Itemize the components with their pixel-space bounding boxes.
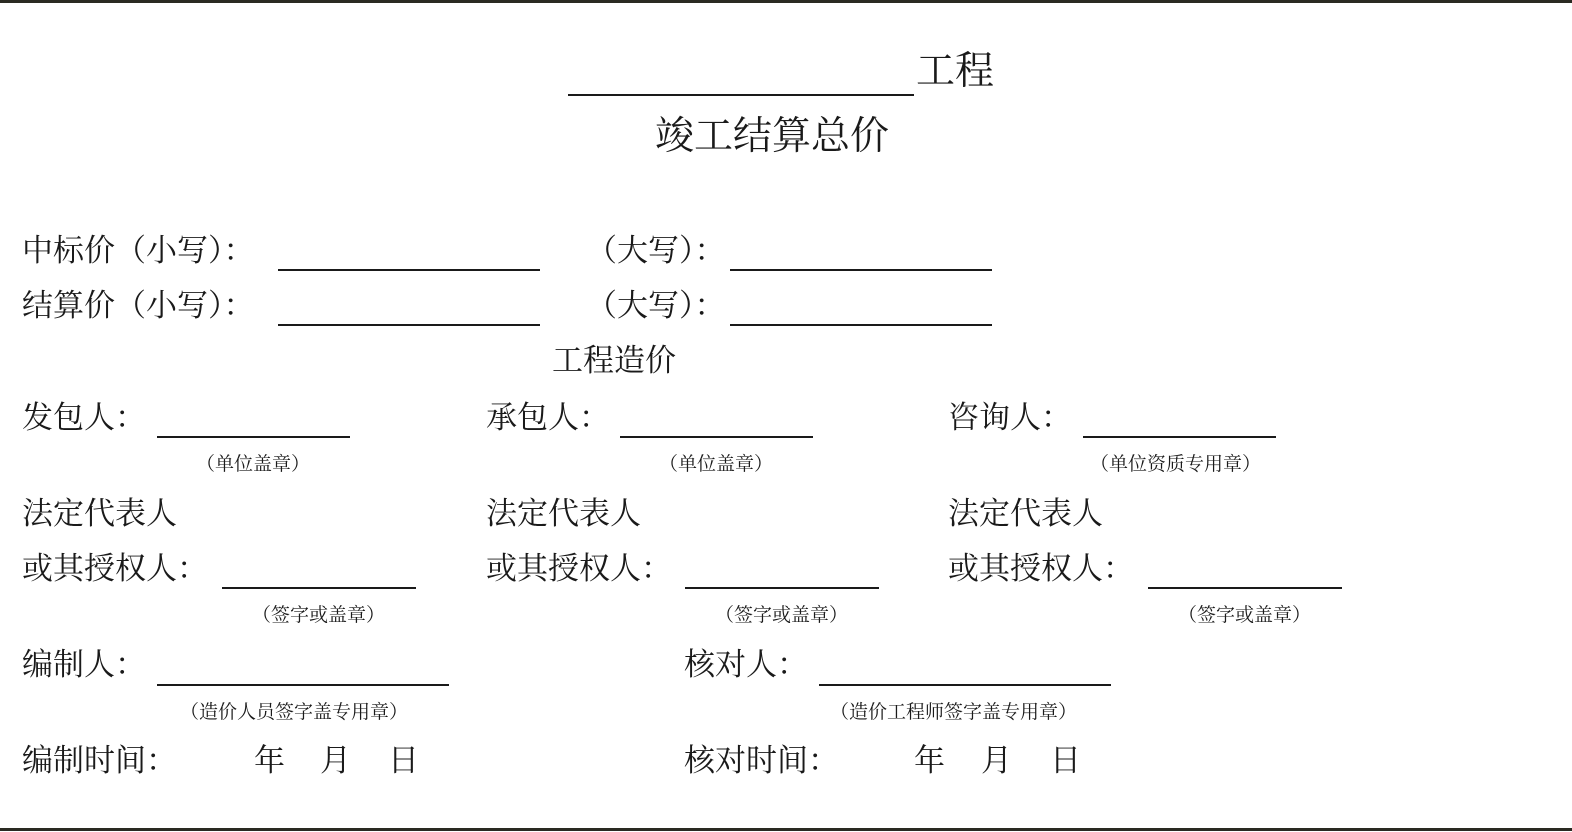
consultant-sign-note: （签字或盖章） (1178, 604, 1312, 626)
bid-price-upper-blank (730, 269, 992, 271)
consultant-legal-rep-label: 法定代表人 (948, 496, 1103, 532)
bid-price-label: 中标价（小写）： (22, 233, 255, 269)
preparer-note: （造价人员签字盖专用章） (180, 701, 409, 723)
employer-label: 发包人： (22, 400, 146, 436)
consultant-authorized-blank (1148, 587, 1342, 589)
employer-authorized-blank (222, 587, 416, 589)
bid-price-upper-label: （大写）： (586, 233, 726, 269)
bid-price-lower-blank (278, 269, 540, 271)
settlement-price-upper-blank (730, 324, 992, 326)
contractor-sign-note: （签字或盖章） (715, 604, 849, 626)
top-border (0, 0, 1572, 3)
checked-time-label: 核对时间： (684, 743, 839, 779)
consultant-blank (1083, 436, 1276, 438)
checker-label: 核对人： (684, 647, 808, 683)
project-name-blank (568, 94, 914, 96)
page-title: 竣工结算总价 (655, 114, 890, 159)
contractor-authorized-label: 或其授权人： (486, 551, 672, 587)
prepared-year-label: 年 (254, 743, 285, 779)
employer-authorized-label: 或其授权人： (22, 551, 208, 587)
settlement-price-upper-label: （大写）： (586, 288, 726, 324)
checked-year-label: 年 (914, 743, 945, 779)
checker-blank (819, 684, 1111, 686)
checker-note: （造价工程师签字盖专用章） (830, 701, 1078, 723)
contractor-blank (620, 436, 813, 438)
checked-month-label: 月 (981, 743, 1012, 779)
contractor-seal-note: （单位盖章） (659, 453, 774, 475)
consultant-authorized-label: 或其授权人： (948, 551, 1134, 587)
project-suffix: 工程 (916, 49, 995, 94)
consultant-label: 咨询人： (948, 400, 1072, 436)
bottom-border (0, 828, 1572, 831)
preparer-blank (157, 684, 449, 686)
prepared-month-label: 月 (320, 743, 351, 779)
consultant-seal-note: （单位资质专用章） (1090, 453, 1262, 475)
employer-sign-note: （签字或盖章） (252, 604, 386, 626)
employer-legal-rep-label: 法定代表人 (22, 496, 177, 532)
cost-section-label: 工程造价 (552, 343, 676, 379)
prepared-day-label: 日 (388, 743, 419, 779)
prepared-time-label: 编制时间： (22, 743, 177, 779)
preparer-label: 编制人： (22, 647, 146, 683)
checked-day-label: 日 (1050, 743, 1081, 779)
contractor-legal-rep-label: 法定代表人 (486, 496, 641, 532)
settlement-price-lower-blank (278, 324, 540, 326)
contractor-label: 承包人： (486, 400, 610, 436)
contractor-authorized-blank (685, 587, 879, 589)
employer-blank (157, 436, 350, 438)
settlement-price-label: 结算价（小写）： (22, 288, 255, 324)
employer-seal-note: （单位盖章） (196, 453, 311, 475)
